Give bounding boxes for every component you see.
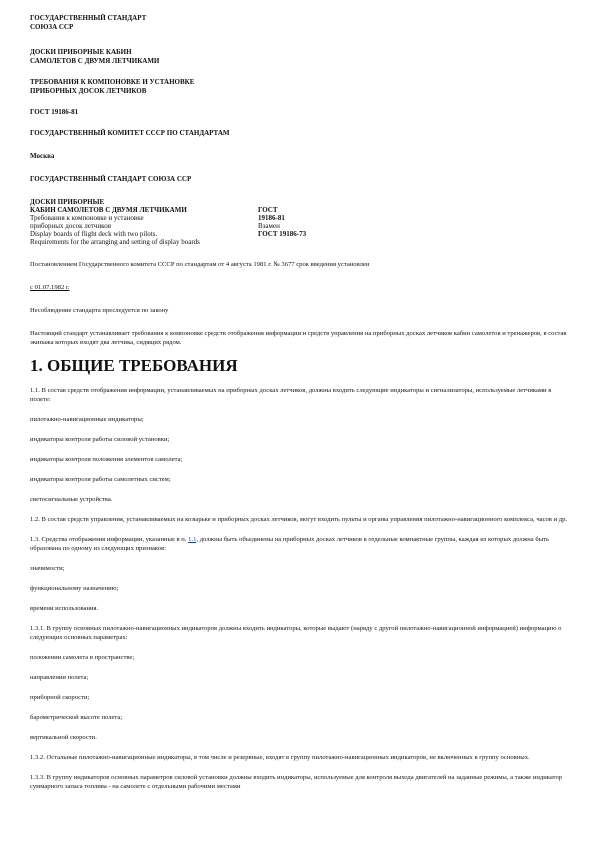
requirements-title-block (30, 78, 570, 96)
header-state-standard (30, 14, 570, 32)
list-item: направлении полета; (30, 674, 89, 681)
list-item: индикаторы контроля положения элементов самолета; (30, 456, 183, 463)
clause-1-3-1: 1.3.1. В группу основных пилотажно-навигационных индикаторов должны входить индикаторы, которые выдают (наряду с другой пилотажно-навигационной информацией) информацию о следующих основных параметрах: (30, 625, 562, 641)
meta-cell: Требования к компоновке и установке (30, 214, 144, 222)
intro-paragraph: Настоящий стандарт устанавливает требования к компоновке средств отображения информации и средств управления на приборных досках летчиков кабин самолетов и тренажеров, в состав экипажа которых входят два летчика, сидящих рядом. (30, 330, 567, 346)
meta-row (30, 214, 306, 222)
list-item: пилотажно-навигационные индикаторы; (30, 416, 144, 423)
clause-1-2: 1.2. В состав средств управления, устанавливаемых на козырьке и приборных досках летчиков, могут входить пульты и органы управления пилотажно-навигационного комплекса, часов и др. (30, 516, 568, 523)
requirements-line-1: ТРЕБОВАНИЯ К КОМПОНОВКЕ И УСТАНОВКЕ (30, 78, 195, 86)
title-line-1: ДОСКИ ПРИБОРНЫЕ КАБИН (30, 48, 132, 56)
section-heading: 1. ОБЩИЕ ТРЕБОВАНИЯ (30, 356, 238, 375)
clause-1-3-text-b: , должны быть объединены на приборных досках летчиков в отдельные компактные группы, каждая из которых должна быть образована по одному из следующих признаков: (30, 536, 550, 552)
meta-cell (258, 238, 306, 246)
list-item: вертикальной скорости. (30, 734, 97, 741)
clause-1-1: 1.1. В состав средств отображения информации, устанавливаемых на приборных досках летчиков, должны входить следующие индикаторы и сигнализаторы, используемые летчиками в полете: (30, 387, 552, 403)
meta-row (30, 206, 306, 214)
header-line-1: ГОСУДАРСТВЕННЫЙ СТАНДАРТ (30, 14, 147, 22)
clause-1-3-2: 1.3.2. Остальные пилотажно-навигационные индикаторы, в том числе и резервные, входят в группу пилотажно-навигационных индикаторов, не включенных в группу основных. (30, 754, 530, 761)
clause-1-3-3: 1.3.3. В группу индикаторов основных параметров силовой установки должны входить индикаторы, используемые для контроля выхода двигателей на заданные режимы, а также индикатор суммарного запаса топлива - на самолете с отдельными рабочими местами (30, 774, 563, 790)
state-standard-line: ГОСУДАРСТВЕННЫЙ СТАНДАРТ СОЮЗА ССР (30, 175, 192, 183)
meta-cell: приборных досок летчиков (30, 222, 112, 230)
list-item: приборной скорости; (30, 694, 90, 701)
decree-text: Постановлением Государственного комитета СССР по стандартам от 4 августа 1981 г. № 3677 срок введения установлен (30, 261, 370, 268)
list-item: светосигнальные устройства. (30, 496, 113, 503)
meta-row (30, 238, 306, 246)
list-item: барометрической высоте полета; (30, 714, 123, 721)
meta-row (30, 230, 306, 238)
document-page (30, 14, 570, 800)
meta-row (30, 222, 306, 230)
clause-1-1-link[interactable]: 1.1 (188, 536, 197, 543)
clause-1-3-text-a: 1.3. Средства отображения информации, указанные в п. (30, 536, 187, 543)
gost-number: ГОСТ 19186-81 (30, 108, 79, 116)
requirements-line-2: ПРИБОРНЫХ ДОСОК ЛЕТЧИКОВ (30, 87, 147, 95)
title-line-2: САМОЛЕТОВ С ДВУМЯ ЛЕТЧИКАМИ (30, 57, 160, 65)
list-item: значимости; (30, 565, 65, 572)
meta-cell: ГОСТ (258, 206, 278, 214)
list-item: индикаторы контроля работы самолетных систем; (30, 476, 171, 483)
document-title-block (30, 48, 570, 66)
meta-cell: 19186-81 (258, 214, 285, 222)
meta-cell: Display boards of flight deck with two pilots. (30, 230, 158, 238)
list-item: времени использования. (30, 605, 99, 612)
list-item: положении самолета в пространстве; (30, 654, 135, 661)
penalty-note: Несоблюдение стандарта преследуется по закону (30, 307, 169, 314)
committee-name: ГОСУДАРСТВЕННЫЙ КОМИТЕТ СССР ПО СТАНДАРТАМ (30, 129, 230, 137)
meta-cell: ГОСТ 19186-73 (258, 230, 307, 238)
list-item: индикаторы контроля работы силовой установки; (30, 436, 170, 443)
meta-cell (258, 198, 306, 206)
meta-cell: Взамен (258, 222, 280, 230)
meta-cell: ДОСКИ ПРИБОРНЫЕ (30, 198, 105, 206)
meta-cell: Requirements for the arranging and setting of display boards (30, 238, 200, 246)
meta-cell: КАБИН САМОЛЕТОВ С ДВУМЯ ЛЕТЧИКАМИ (30, 206, 187, 214)
list-item: функциональному назначению; (30, 585, 119, 592)
clause-1-3 (30, 535, 570, 553)
header-line-2: СОЮЗА ССР (30, 23, 74, 31)
standard-meta-table (30, 198, 306, 246)
meta-row (30, 198, 306, 206)
city: Москва (30, 152, 55, 160)
effective-date: с 01.07.1982 г. (30, 284, 70, 291)
